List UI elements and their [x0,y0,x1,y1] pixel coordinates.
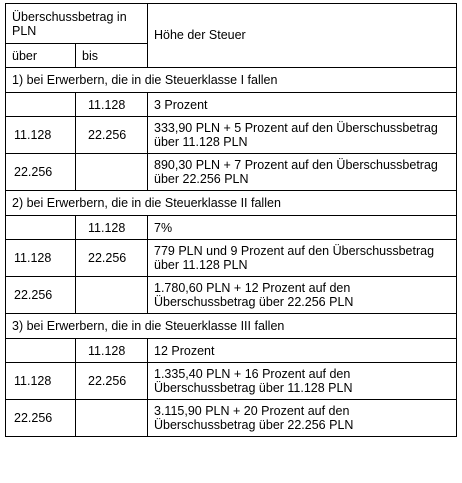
row-from-value: 11.128 [6,117,76,154]
from-column-header: über [6,44,76,68]
tax-table-body [6,4,457,437]
row-to-value [76,277,148,314]
row-from-value [6,216,76,240]
row-tax-value: 1.335,40 PLN + 16 Prozent auf den Überschussbetrag über 11.128 PLN [148,363,457,400]
row-to-value: 22.256 [76,117,148,154]
table-row [6,240,457,277]
tax-column-header: Höhe der Steuer [148,4,457,68]
amount-column-header: Überschussbetrag in PLN [6,4,148,44]
row-to-value: 11.128 [76,93,148,117]
section-row [6,314,457,339]
table-row [6,277,457,314]
row-to-value [76,154,148,191]
row-tax-value: 12 Prozent [148,339,457,363]
table-row [6,339,457,363]
row-to-value: 11.128 [76,216,148,240]
row-to-value: 11.128 [76,339,148,363]
row-to-value [76,400,148,437]
row-tax-value: 3 Prozent [148,93,457,117]
row-from-value [6,93,76,117]
table-row [6,93,457,117]
row-from-value: 22.256 [6,154,76,191]
table-row [6,363,457,400]
row-tax-value: 1.780,60 PLN + 12 Prozent auf den Überschussbetrag über 22.256 PLN [148,277,457,314]
row-from-value: 11.128 [6,363,76,400]
row-tax-value: 779 PLN und 9 Prozent auf den Überschussbetrag über 11.128 PLN [148,240,457,277]
row-to-value: 22.256 [76,363,148,400]
tax-rate-table [5,3,457,437]
table-row [6,154,457,191]
table-header-row [6,4,457,44]
table-row [6,400,457,437]
row-to-value: 22.256 [76,240,148,277]
section-row [6,191,457,216]
row-from-value: 22.256 [6,400,76,437]
section-row [6,68,457,93]
row-tax-value: 3.115,90 PLN + 20 Prozent auf den Überschussbetrag über 22.256 PLN [148,400,457,437]
table-row [6,216,457,240]
row-tax-value: 7% [148,216,457,240]
row-tax-value: 333,90 PLN + 5 Prozent auf den Überschussbetrag über 11.128 PLN [148,117,457,154]
row-from-value [6,339,76,363]
section-title: 3) bei Erwerbern, die in die Steuerklasse III fallen [6,314,457,339]
row-from-value: 11.128 [6,240,76,277]
table-row [6,117,457,154]
to-column-header: bis [76,44,148,68]
row-tax-value: 890,30 PLN + 7 Prozent auf den Überschussbetrag über 22.256 PLN [148,154,457,191]
section-title: 2) bei Erwerbern, die in die Steuerklasse II fallen [6,191,457,216]
row-from-value: 22.256 [6,277,76,314]
section-title: 1) bei Erwerbern, die in die Steuerklasse I fallen [6,68,457,93]
